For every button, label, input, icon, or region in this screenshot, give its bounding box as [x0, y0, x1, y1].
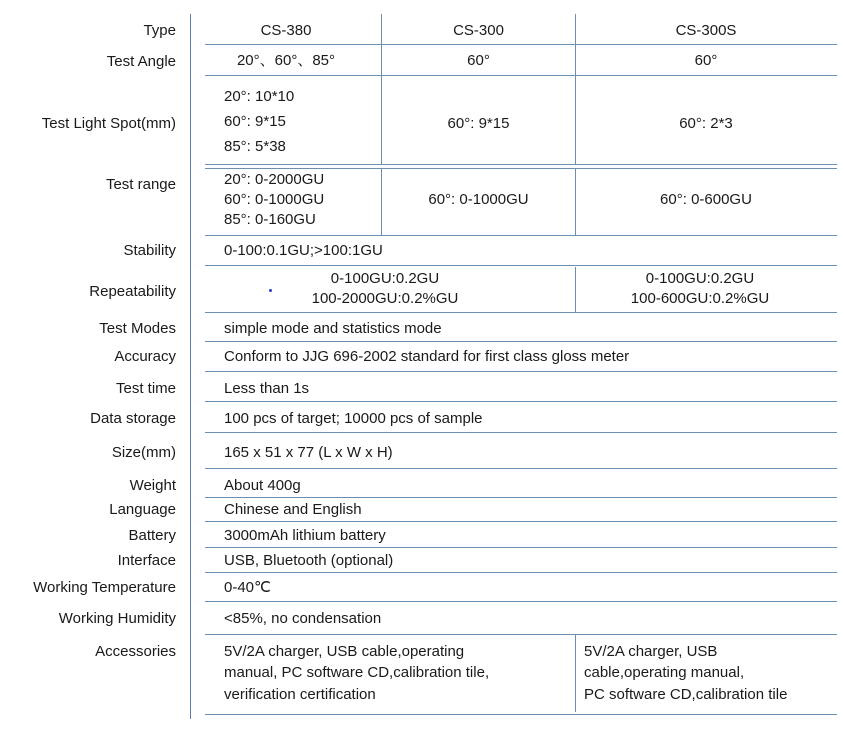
- label-repeatability: Repeatability: [89, 283, 176, 300]
- row-line: [205, 312, 837, 313]
- range-85: 85°: 0-160GU: [224, 211, 316, 228]
- size-value: 165 x 51 x 77 (L x W x H): [224, 444, 393, 461]
- row-line: [205, 401, 837, 402]
- range-20: 20°: 0-2000GU: [224, 171, 325, 188]
- row-line: [205, 75, 837, 76]
- repeatability-cs300s-line1: 0-100GU:0.2GU: [645, 270, 755, 287]
- row-line: [205, 497, 837, 498]
- repeatability-cs380-300-line1: 0-100GU:0.2GU: [330, 270, 440, 287]
- label-accuracy: Accuracy: [114, 348, 176, 365]
- accuracy-value: Conform to JJG 696-2002 standard for first class gloss meter: [224, 348, 630, 365]
- label-divider: [190, 14, 191, 719]
- test-angle-cs-380: 20°、60°、85°: [236, 52, 336, 69]
- accessories-cs380-300-line3: verification certification: [224, 686, 376, 703]
- row-line: [205, 432, 837, 433]
- accessories-cs380-300-line2: manual, PC software CD,calibration tile,: [224, 664, 490, 681]
- row-line: [205, 521, 837, 522]
- label-test-modes: Test Modes: [99, 320, 176, 337]
- row-line: [205, 164, 837, 165]
- working-humidity-value: <85%, no condensation: [224, 610, 382, 627]
- label-accessories: Accessories: [95, 643, 176, 660]
- data-storage-value: 100 pcs of target; 10000 pcs of sample: [224, 410, 483, 427]
- label-working-temperature: Working Temperature: [33, 579, 176, 596]
- row-line: [205, 265, 837, 266]
- label-language: Language: [109, 501, 176, 518]
- label-size: Size(mm): [111, 444, 176, 461]
- label-data-storage: Data storage: [90, 410, 176, 427]
- test-time-value: Less than 1s: [224, 380, 310, 397]
- light-spot-60: 60°: 9*15: [224, 113, 286, 130]
- label-type: Type: [143, 22, 176, 39]
- model-cs-300: CS-300: [453, 22, 504, 39]
- label-working-humidity: Working Humidity: [58, 610, 176, 627]
- range-cs-300: 60°: 0-1000GU: [428, 191, 529, 208]
- accessories-cs300s-line3: PC software CD,calibration tile: [584, 686, 788, 703]
- light-spot-cs-300: 60°: 9*15: [447, 115, 510, 132]
- label-battery: Battery: [128, 527, 176, 544]
- working-temperature-value: 0-40℃: [224, 579, 271, 596]
- model-cs-380: CS-380: [260, 22, 312, 39]
- accessories-cs380-300-line1: 5V/2A charger, USB cable,operating: [224, 643, 465, 660]
- row-line: [205, 634, 837, 635]
- label-test-range: Test range: [105, 176, 176, 193]
- col-divider-2d: [575, 634, 576, 712]
- test-angle-cs-300s: 60°: [694, 52, 718, 69]
- battery-value: 3000mAh lithium battery: [224, 527, 386, 544]
- light-spot-cs-300s: 60°: 2*3: [679, 115, 733, 132]
- accessories-cs300s-line1: 5V/2A charger, USB: [584, 643, 718, 660]
- interface-value: USB, Bluetooth (optional): [224, 552, 394, 569]
- label-test-angle: Test Angle: [106, 53, 176, 70]
- label-interface: Interface: [117, 552, 176, 569]
- test-angle-cs-300: 60°: [467, 52, 490, 69]
- range-60: 60°: 0-1000GU: [224, 191, 325, 208]
- label-test-light-spot: Test Light Spot(mm): [41, 115, 176, 132]
- repeatability-cs300s-line2: 100-600GU:0.2%GU: [630, 290, 770, 307]
- language-value: Chinese and English: [224, 501, 362, 518]
- row-line: [205, 341, 837, 342]
- label-stability: Stability: [123, 242, 176, 259]
- range-cs-300s: 60°: 0-600GU: [660, 191, 752, 208]
- model-cs-300s: CS-300S: [675, 22, 737, 39]
- light-spot-85: 85°: 5*38: [224, 138, 286, 155]
- weight-value: About 400g: [224, 477, 301, 494]
- row-line: [205, 572, 837, 573]
- stability-value: 0-100:0.1GU;>100:1GU: [224, 242, 383, 259]
- row-line: [205, 235, 837, 236]
- label-weight: Weight: [129, 477, 176, 494]
- test-modes-value: simple mode and statistics mode: [224, 320, 442, 337]
- row-line: [205, 371, 837, 372]
- row-line: [205, 468, 837, 469]
- row-line: [205, 601, 837, 602]
- accessories-cs300s-line2: cable,operating manual,: [584, 664, 745, 681]
- row-line: [205, 714, 837, 715]
- repeatability-cs380-300-line2: 100-2000GU:0.2%GU: [311, 290, 459, 307]
- row-line: [205, 44, 837, 45]
- light-spot-20: 20°: 10*10: [224, 88, 295, 105]
- label-test-time: Test time: [115, 380, 176, 397]
- row-line: [205, 547, 837, 548]
